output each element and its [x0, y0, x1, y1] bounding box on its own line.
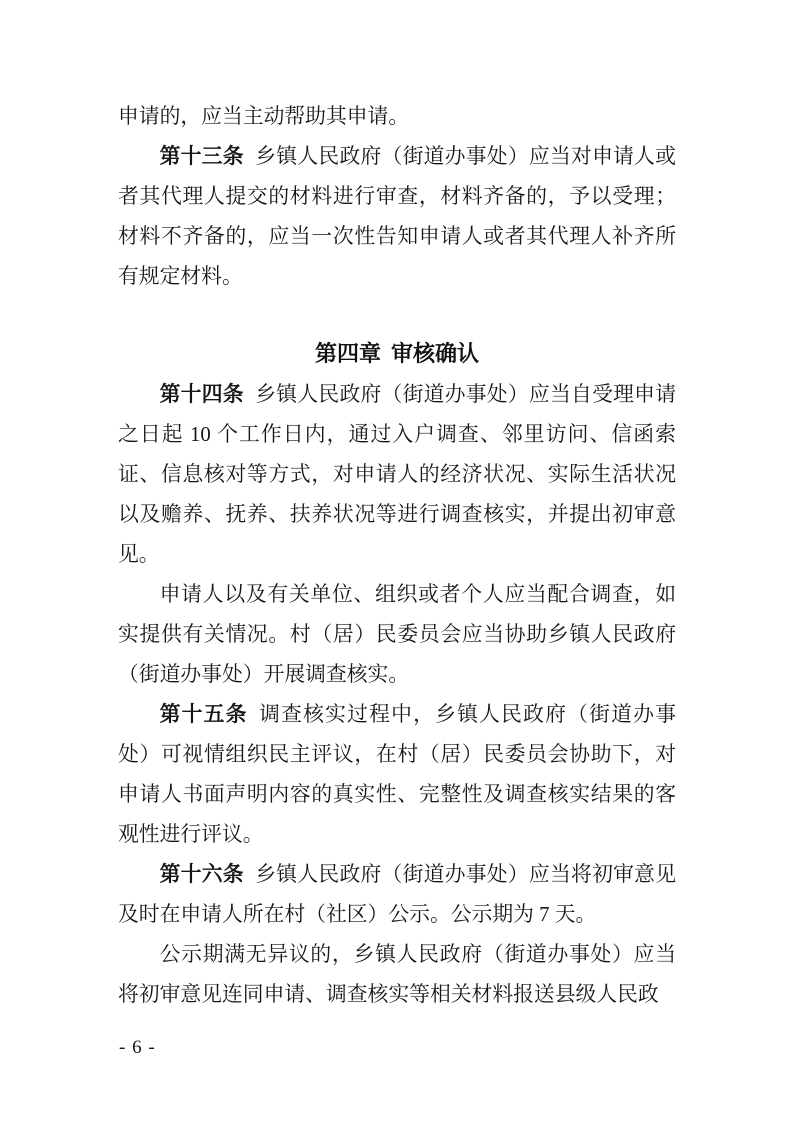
article-16-paragraph — [118, 855, 676, 935]
article-16-text: 乡镇人民政府（街道办事处）应当将初审意见及时在申请人所在村（社区）公示。公示期为 7 天。 — [118, 863, 677, 926]
chapter-number: 第四章 — [315, 341, 382, 366]
paragraph-continuation — [118, 97, 676, 137]
article-15-number: 第十五条 — [159, 703, 248, 726]
article-15-paragraph — [118, 695, 676, 855]
article-14-text: 乡镇人民政府（街道办事处）应当自受理申请之日起 10 个工作日内，通过入户调查、邻里访问、信函索证、信息核对等方式，对申请人的经济状况、实际生活状况以及赡养、抚养、扶养状况等进行调查核实，并提出初审意见。 — [118, 383, 677, 566]
article-13-text: 乡镇人民政府（街道办事处）应当对申请人或者其代理人提交的材料进行审查，材料齐备的，予以受理；材料不齐备的，应当一次性告知申请人或者其代理人补齐所有规定材料。 — [118, 145, 677, 288]
document-body — [118, 97, 676, 1015]
article-16-number: 第十六条 — [159, 863, 244, 886]
article-13-number: 第十三条 — [159, 145, 244, 168]
article-14-number: 第十四条 — [159, 383, 244, 406]
paragraph-cooperation — [118, 575, 676, 695]
paragraph-text: 公示期满无异议的，乡镇人民政府（街道办事处）应当将初审意见连同申请、调查核实等相关材料报送县级人民政 — [118, 943, 676, 1006]
chapter-4-heading — [118, 333, 676, 375]
page-number: - 6 - — [119, 1037, 156, 1058]
chapter-title: 审核确认 — [390, 341, 479, 366]
paragraph-text: 申请人以及有关单位、组织或者个人应当配合调查，如实提供有关情况。村（居）民委员会应当协助乡镇人民政府（街道办事处）开展调查核实。 — [118, 583, 676, 686]
article-14-paragraph — [118, 375, 676, 575]
paragraph-publicity-period — [118, 935, 676, 1015]
article-15-text: 调查核实过程中，乡镇人民政府（街道办事处）可视情组织民主评议，在村（居）民委员会协助下，对申请人书面声明内容的真实性、完整性及调查核实结果的客观性进行评议。 — [118, 703, 676, 846]
article-13-paragraph — [118, 137, 676, 297]
paragraph-text: 申请的，应当主动帮助其申请。 — [118, 105, 410, 128]
